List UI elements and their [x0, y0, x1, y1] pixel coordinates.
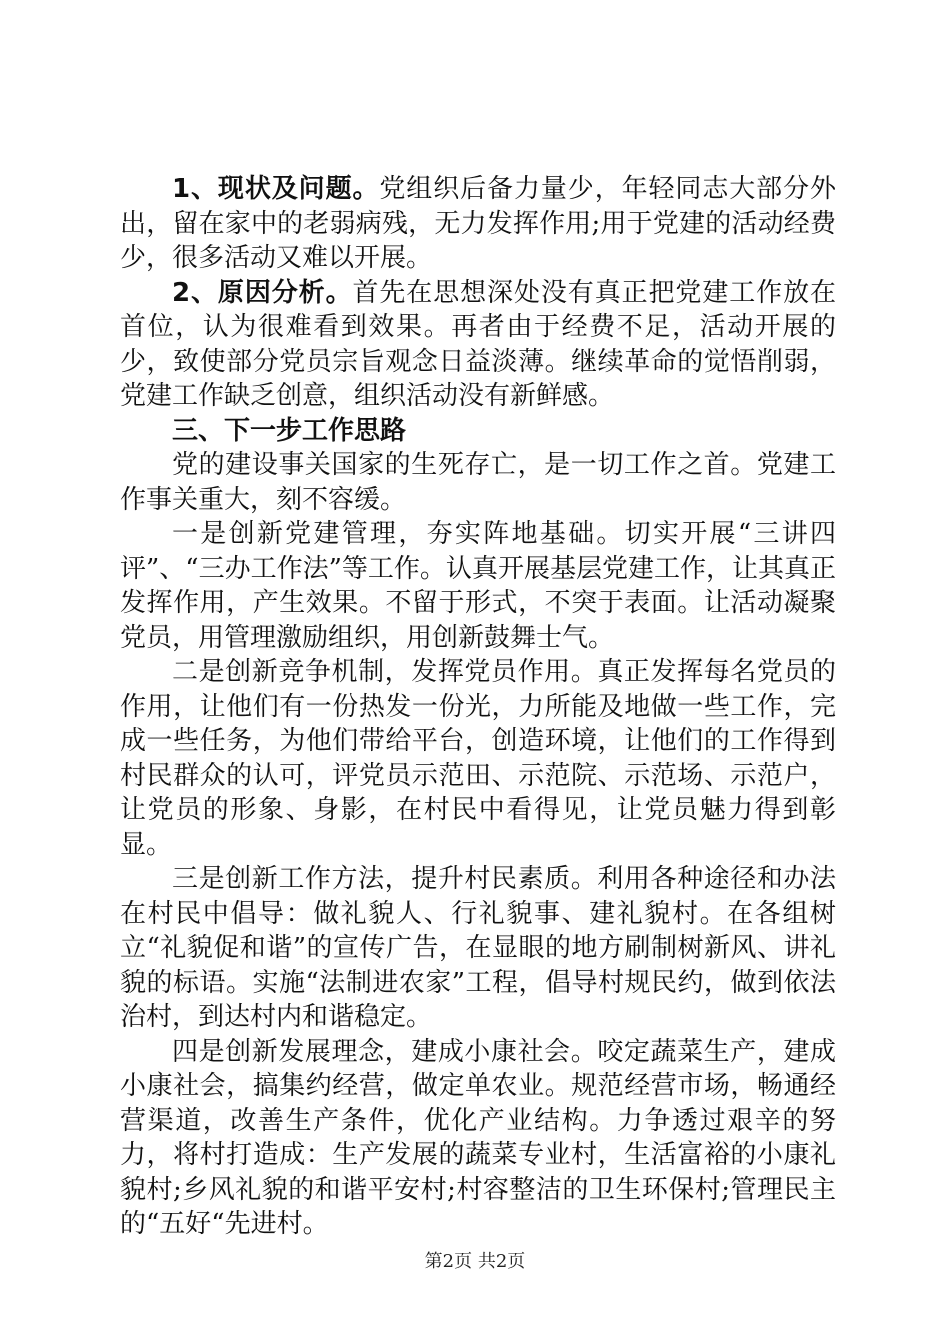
paragraph-status [120, 172, 836, 276]
body-paragraph: 四是创新发展理念，建成小康社会。咬定蔬菜生产，建成小康社会，搞集约经营，做定单农业。规范经营市场，畅通经营渠道，改善生产条件，优化产业结构。力争透过艰辛的努力，将村打造成：生产发展的蔬菜专业村，生活富裕的小康礼貌村;乡风礼貌的和谐平安村;村容整洁的卫生环保村;管理民主的“五好“先进村。 [120, 1036, 836, 1239]
paragraph-text: 党组织后备力量少，年轻同志大部分外出，留在家中的老弱病残，无力发挥作用;用于党建的活动经费少，很多活动又难以开展。 [120, 174, 836, 273]
paragraph-lead: 1、现状及问题。 [172, 174, 380, 204]
page-footer: 第2页 共2页 [424, 1251, 526, 1272]
body-paragraph: 党的建设事关国家的生死存亡，是一切工作之首。党建工作事关重大，刻不容缓。 [120, 450, 836, 515]
paragraph-text: 首先在思想深处没有真正把党建工作放在首位，认为很难看到效果。再者由于经费不足，活动开展的少，致使部分党员宗旨观念日益淡薄。继续革命的觉悟削弱，党建工作缺乏创意，组织活动没有新鲜感。 [120, 277, 836, 411]
body-paragraph: 二是创新竞争机制，发挥党员作用。真正发挥每名党员的作用，让他们有一份热发一份光，力所能及地做一些工作，完成一些任务，为他们带给平台，创造环境，让他们的工作得到村民群众的认可，评党员示范田、示范院、示范场、示范户，让党员的形象、身影，在村民中看得见，让党员魅力得到彰显。 [120, 657, 836, 860]
section-heading: 三、下一步工作思路 [172, 415, 407, 446]
document-body [120, 172, 836, 1242]
body-paragraph: 一是创新党建管理，夯实阵地基础。切实开展“三讲四评”、“三办工作法”等工作。认真开展基层党建工作，让其真正发挥作用，产生效果。不留于形式，不突于表面。让活动凝聚党员，用管理激励组织，用创新鼓舞士气。 [120, 519, 836, 653]
body-paragraph: 三是创新工作方法，提升村民素质。利用各种途径和办法在村民中倡导：做礼貌人、行礼貌事、建礼貌村。在各组树立“礼貌促和谐”的宣传广告，在显眼的地方刷制树新风、讲礼貌的标语。实施“法制进农家”工程，倡导村规民约，做到依法治村，到达村内和谐稳定。 [120, 864, 836, 1032]
paragraph-analysis [120, 276, 836, 414]
paragraph-lead: 2、原因分析。 [172, 277, 353, 308]
